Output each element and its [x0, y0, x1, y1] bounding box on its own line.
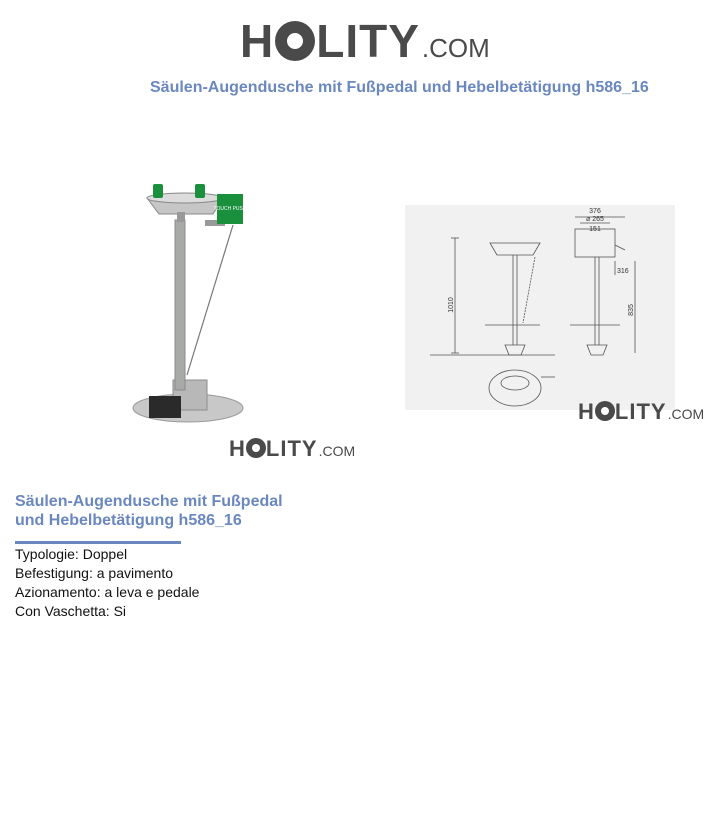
spec-value: Si [113, 603, 127, 619]
drawing-logo-left: H [578, 399, 595, 424]
photo-watermark-logo [229, 436, 355, 462]
page-title: Säulen-Augendusche mit Fußpedal und Hebelbetätigung h586_16 [150, 79, 649, 96]
spec-value: Doppel [82, 546, 128, 562]
dim-small: 316 [617, 268, 629, 275]
spec-label: Befestigung: [15, 565, 93, 581]
brand-logo[interactable] [240, 14, 490, 68]
spec-row-vaschetta [15, 603, 126, 619]
drawing-logo-suffix: .COM [667, 406, 705, 422]
photo-logo-right: LITY [265, 436, 318, 461]
photo-logo-suffix: .COM [318, 443, 356, 459]
spec-row-typologie [15, 546, 127, 562]
brand-logo-suffix: .COM [421, 33, 490, 63]
sign-text: TOUCH PUSH [213, 206, 247, 212]
product-title-line2: und Hebelbetätigung h586_16 [15, 512, 242, 529]
brand-logo-right: LITY [316, 15, 420, 67]
dim-height-bowl: 835 [628, 304, 635, 316]
spec-row-befestigung [15, 565, 173, 581]
drawing-watermark-logo [578, 399, 704, 425]
dim-width: 376 [589, 208, 601, 215]
spec-label: Azionamento: [15, 584, 101, 600]
technical-drawing [405, 205, 675, 410]
dim-inner: 151 [589, 226, 601, 233]
logo-o-icon [246, 438, 266, 458]
product-title-line1: Säulen-Augendusche mit Fußpedal [15, 493, 283, 510]
spec-label: Con Vaschetta: [15, 603, 110, 619]
dim-height-total: 1010 [448, 297, 455, 313]
product-photo [125, 180, 255, 430]
drawing-logo-right: LITY [614, 399, 667, 424]
product-title [15, 492, 315, 530]
spec-label: Typologie: [15, 546, 79, 562]
logo-o-icon [275, 21, 315, 61]
photo-logo-left: H [229, 436, 246, 461]
spec-value: a pavimento [96, 565, 174, 581]
spec-row-azionamento [15, 584, 199, 600]
brand-logo-left: H [240, 15, 275, 67]
logo-o-icon [595, 401, 615, 421]
spec-value: a leva e pedale [104, 584, 200, 600]
dim-diameter: ⌀ 265 [586, 216, 604, 223]
title-divider [15, 541, 181, 544]
